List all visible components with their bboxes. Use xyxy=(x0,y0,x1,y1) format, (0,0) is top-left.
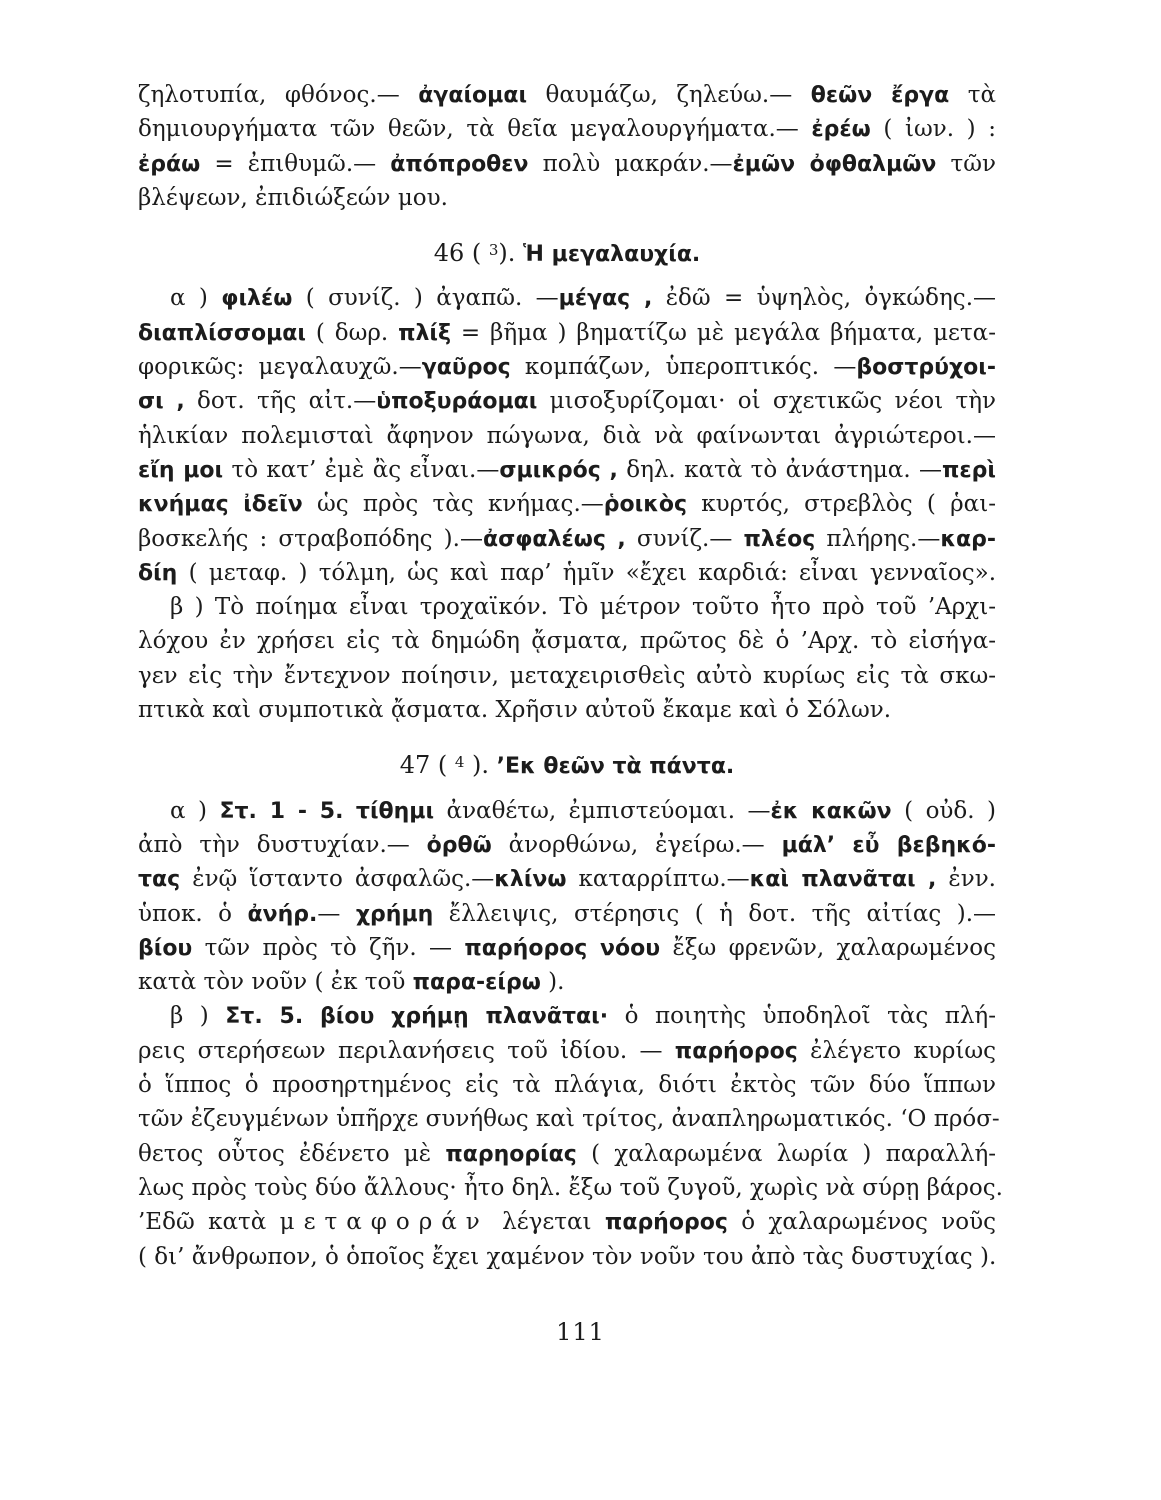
lemma-bold: ἐρέω xyxy=(811,117,871,143)
heading-spacer xyxy=(138,215,996,233)
text-line xyxy=(138,487,996,521)
text-line xyxy=(138,419,996,453)
text-line xyxy=(138,590,996,624)
text-span: = βῆμα ) βηματίζω μὲ μεγάλα βήματα, μετα- xyxy=(450,319,996,346)
text-span: ). xyxy=(498,239,524,268)
text-line xyxy=(138,659,996,693)
lemma-bold: παρηορίας xyxy=(445,1141,577,1167)
text-span: ἐλέγετο κυρίως xyxy=(797,1037,996,1064)
text-line xyxy=(138,453,996,487)
text-span: ρεις στερήσεων περιλανήσεις τοῦ ἰδίου. — xyxy=(138,1037,675,1064)
text-span: λέγεται xyxy=(488,1209,605,1236)
lemma-bold: περὶ xyxy=(942,457,996,483)
text-span: ζηλοτυπία, φθόνος.— xyxy=(138,82,419,108)
text-span: δηλ. κατὰ τὸ ἀνάστημα. — xyxy=(617,456,943,483)
lemma-bold: βίου xyxy=(138,935,193,961)
lemma-bold: καρ- xyxy=(940,526,996,552)
text-span: τῶν πρὸς τὸ ζῆν. — xyxy=(192,934,465,961)
lemma-bold: παρήορος xyxy=(674,1038,798,1064)
text-span: κατὰ τὸν νοῦν ( ἐκ τοῦ xyxy=(138,969,413,996)
text-span: κομπάζων, ὑπεροπτικός. — xyxy=(510,354,857,381)
text-span: — xyxy=(317,900,356,927)
lemma-bold: ὑποξυράομαι xyxy=(376,389,538,415)
spaced-word: μεταφοράν xyxy=(279,1209,489,1236)
lemma-bold: σμικρός , xyxy=(499,457,618,483)
text-span: πολὺ μακράν.— xyxy=(528,150,733,177)
lemma-bold: τας xyxy=(138,867,181,893)
lemma-bold: κλίνω xyxy=(494,867,567,893)
text-span: ὁ χαλαρωμένος νοῦς xyxy=(727,1209,996,1236)
text-span: ἀπὸ τὴν δυστυχίαν.— xyxy=(138,831,427,858)
text-span: = ἐπιθυμῶ.— xyxy=(200,150,391,177)
text-span: πτικὰ καὶ συμποτικὰ ᾄσματα. Χρῆσιν αὐτοῦ ἔκαμε καὶ ὁ Σόλων. xyxy=(138,697,892,724)
text-span: συνίζ.— xyxy=(625,525,744,552)
lemma-bold: βοστρύχοι- xyxy=(856,355,996,381)
text-span: γεν εἰς τὴν ἔντεχνον ποίησιν, μεταχειρισθεὶς αὐτὸ κυρίως εἰς τὰ σκω- xyxy=(138,662,996,689)
footnote-ref: 3 xyxy=(488,241,499,260)
page-body xyxy=(138,78,1003,1274)
text-span: ἔλλειψις, στέρησις ( ἡ δοτ. τῆς αἰτίας ).— xyxy=(433,900,997,927)
text-span: ( χαλαρωμένα λωρία ) παραλλή- xyxy=(576,1140,997,1167)
text-span: β ) xyxy=(170,1003,226,1030)
footnote-ref: 4 xyxy=(454,753,465,772)
text-line xyxy=(138,693,996,727)
text-span: ἀνορθώνω, ἐγείρω.— xyxy=(491,831,782,858)
text-span: τῶν xyxy=(936,150,996,177)
lemma-bold: ῥοικὸς xyxy=(603,492,687,518)
text-line xyxy=(138,624,996,658)
lemma-bold: Ἡ μεγαλαυχία. xyxy=(523,242,701,268)
lemma-bold: κνήμας ἰδεῖν xyxy=(138,492,303,518)
lemma-bold: ὀρθῶ xyxy=(426,832,492,858)
text-span: ( οὐδ. ) xyxy=(891,797,996,824)
lemma-bold: μάλ’ εὖ βεβηκό- xyxy=(781,832,996,858)
text-span: 46 ( xyxy=(433,239,489,268)
text-span: λόχου ἐν χρήσει εἰς τὰ δημώδη ᾄσματα, πρῶτος δὲ ὁ ’Αρχ. τὸ εἰσήγα- xyxy=(138,628,996,655)
lemma-bold: εἴη μοι xyxy=(138,457,224,483)
text-line xyxy=(138,384,996,418)
lemma-bold: ἐμῶν ὀφθαλμῶν xyxy=(732,151,937,177)
text-span: 47 ( xyxy=(399,751,455,780)
text-line xyxy=(138,1034,996,1068)
lemma-bold: πλίξ xyxy=(398,320,451,346)
text-span: ( ἰων. ) : xyxy=(870,116,996,143)
text-line xyxy=(138,897,996,931)
lemma-bold: ἐράω xyxy=(138,151,201,177)
section-heading xyxy=(138,233,996,267)
section-heading xyxy=(138,745,996,779)
text-span: ἐνῷ ἵσταντο ἀσφαλῶς.— xyxy=(180,866,495,893)
text-span: βλέψεων, ἐπιδιώξεών μου. xyxy=(138,184,448,211)
text-span: ἐνν. xyxy=(936,866,996,893)
lemma-bold: θεῶν ἔργα xyxy=(810,83,950,108)
text-span: ( μεταφ. ) τόλμη, ὡς καὶ παρ’ ἡμῖν «ἔχει καρδιά: εἶναι γενναῖος». xyxy=(177,559,996,586)
lemma-bold: ἀνήρ. xyxy=(247,901,318,927)
text-line xyxy=(138,1137,996,1171)
lemma-bold: χρήμη xyxy=(355,901,434,927)
lemma-bold: ’Εκ θεῶν τὰ πάντα. xyxy=(496,754,735,780)
text-line xyxy=(138,794,996,828)
text-line xyxy=(138,78,996,112)
lemma-bold: Στ. 5. βίου χρήμῃ πλανᾶται· xyxy=(225,1004,609,1030)
text-line xyxy=(138,522,996,556)
lemma-bold: παρα-είρω xyxy=(412,970,541,996)
heading-spacer xyxy=(138,727,996,745)
text-span: τὸ κατ’ ἐμὲ ἂς εἶναι.— xyxy=(223,456,500,483)
heading-spacer xyxy=(138,267,996,281)
text-line xyxy=(138,1171,1003,1205)
text-span xyxy=(343,798,355,824)
text-line xyxy=(138,556,996,590)
lemma-bold: γαῦρος xyxy=(421,355,511,381)
heading-spacer xyxy=(138,780,996,794)
text-line xyxy=(138,862,996,896)
text-span: βοσκελής : στραβοπόδης ).— xyxy=(138,525,483,552)
text-span: τῶν ἐζευγμένων ὑπῆρχε συνήθως καὶ τρίτος, ἀναπληρωματικός. ‘Ο πρόσ- xyxy=(138,1106,1000,1133)
lemma-bold: Στ. 1 - 5. xyxy=(219,798,344,824)
text-span: ). xyxy=(540,969,565,996)
text-span: μισοξυρίζομαι· οἱ σχετικῶς νέοι τὴν xyxy=(537,388,996,415)
lemma-bold: ἀπόπροθεν xyxy=(390,151,529,177)
text-line xyxy=(138,1205,996,1239)
lemma-bold: φιλέω xyxy=(221,286,293,312)
text-span: ὁ ἵππος ὁ προσηρτημένος εἰς τὰ πλάγια, διότι ἐκτὸς τῶν δύο ἵππων xyxy=(138,1072,996,1099)
text-span: ( δωρ. xyxy=(305,319,399,346)
lemma-bold: ἀσφαλέως , xyxy=(482,526,626,552)
text-span: ὑποκ. ὁ xyxy=(138,900,248,927)
text-span: δημιουργήματα τῶν θεῶν, τὰ θεῖα μεγαλουργήματα.— xyxy=(138,116,812,143)
text-span: ἡλικίαν πολεμισταὶ ἄφηνον πώγωνα, διὰ νὰ φαίνωνται ἀγριώτεροι.— xyxy=(138,422,996,449)
lemma-bold: παρήορος xyxy=(604,1210,728,1236)
text-span: ὡς πρὸς τὰς κνήμας.— xyxy=(302,491,604,518)
lemma-bold: τίθημι xyxy=(355,798,435,824)
text-span: α ) xyxy=(170,797,220,824)
text-span: ἔξω φρενῶν, χαλαρωμένος xyxy=(660,934,996,961)
text-span: φορικῶς: μεγαλαυχῶ.— xyxy=(138,354,422,381)
lemma-bold: διαπλίσσομαι xyxy=(138,320,306,346)
text-line xyxy=(138,1240,996,1274)
text-span: ἐδῶ = ὑψηλὸς, ὀγκώδης.— xyxy=(652,285,997,312)
text-span: ). xyxy=(464,751,497,780)
page-number: 111 xyxy=(556,1318,605,1346)
text-line xyxy=(138,350,996,384)
text-span: ( δι’ ἄνθρωπον, ὁ ὁποῖος ἔχει χαμένον τὸν νοῦν του ἀπὸ τὰς δυστυχίας ). xyxy=(138,1243,997,1270)
text-span: τὰ xyxy=(949,82,996,108)
text-line xyxy=(138,1068,996,1102)
lemma-bold: σι , xyxy=(138,389,185,415)
text-span: πλήρης.— xyxy=(815,525,941,552)
text-span: καταρρίπτω.— xyxy=(566,866,750,893)
text-line xyxy=(138,965,996,999)
lemma-bold: ἀγαίομαι xyxy=(418,83,528,108)
text-span: ἀναθέτω, ἐμπιστεύομαι. — xyxy=(434,797,771,824)
text-span: θετος οὗτος ἐδένετο μὲ xyxy=(138,1140,446,1167)
text-line xyxy=(138,828,996,862)
lemma-bold: καὶ πλανᾶται , xyxy=(749,867,937,893)
lemma-bold: μέγας , xyxy=(558,286,653,312)
text-span: θαυμάζω, ζηλεύω.— xyxy=(527,82,811,108)
text-span: ’Εδῶ κατὰ xyxy=(138,1209,280,1236)
text-line xyxy=(138,931,996,965)
text-line xyxy=(138,281,996,315)
text-line xyxy=(138,316,996,350)
text-line xyxy=(138,999,996,1033)
text-line xyxy=(138,1102,1000,1136)
text-span: ( συνίζ. ) ἀγαπῶ. — xyxy=(292,285,559,312)
lemma-bold: ἐκ κακῶν xyxy=(770,798,892,824)
text-line xyxy=(138,147,996,181)
text-line xyxy=(138,181,996,215)
text-span: α ) xyxy=(170,285,222,312)
text-span: λως πρὸς τοὺς δύο ἄλλους· ἦτο δηλ. ἔξω τοῦ ζυγοῦ, χωρὶς νὰ σύρῃ βάρος. xyxy=(138,1174,1003,1201)
lemma-bold: πλέος xyxy=(743,526,816,552)
lemma-bold: δίη xyxy=(138,560,178,586)
text-line xyxy=(138,112,996,146)
lemma-bold: παρήορος νόου xyxy=(464,935,661,961)
text-span: β ) Τὸ ποίημα εἶναι τροχαϊκόν. Τὸ μέτρον τοῦτο ἦτο πρὸ τοῦ ’Αρχι- xyxy=(170,594,996,621)
text-span: κυρτός, στρεβλὸς ( ῥαι- xyxy=(687,491,996,518)
text-span: ὁ ποιητὴς ὑποδηλοῖ τὰς πλή- xyxy=(608,1003,996,1030)
text-span: δοτ. τῆς αἰτ.— xyxy=(184,388,377,415)
